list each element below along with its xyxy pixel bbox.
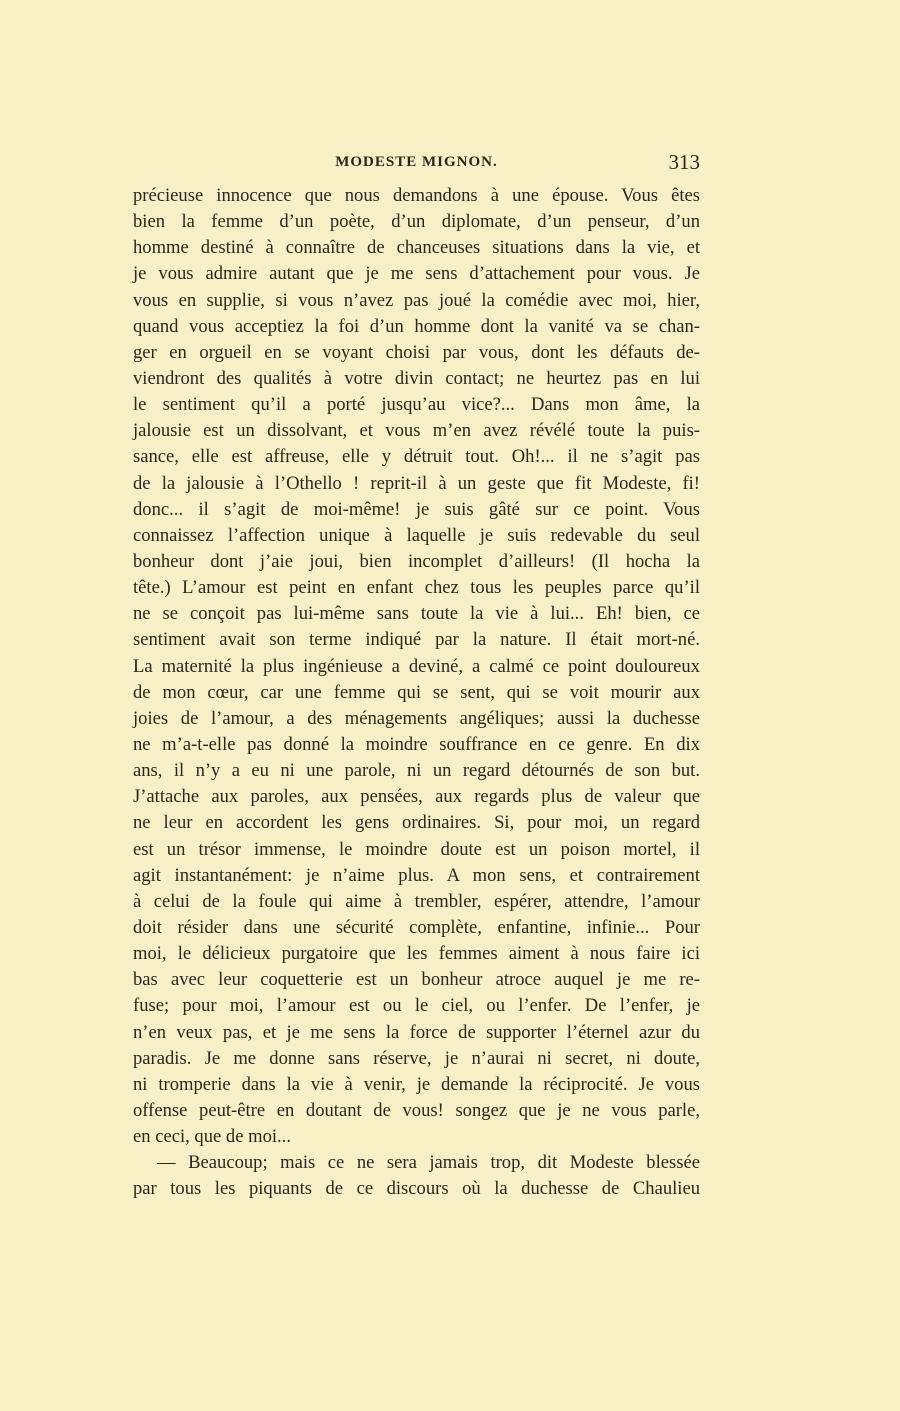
text-line: connaissez l’affection unique à laquelle je suis redevable du seul	[133, 524, 700, 546]
text-line: je vous admire autant que je me sens d’attachement pour vous. Je	[133, 263, 700, 285]
text-line: bien la femme d’un poète, d’un diplomate, d’un penseur, d’un	[133, 211, 700, 233]
text-line: J’attache aux paroles, aux pensées, aux regards plus de valeur que	[133, 786, 700, 808]
text-line: sance, elle est affreuse, elle y détruit tout. Oh!... il ne s’agit pas	[133, 446, 700, 468]
text-line: par tous les piquants de ce discours où la duchesse de Chaulieu	[133, 1178, 700, 1200]
text-line: homme destiné à connaître de chanceuses situations dans la vie, et	[133, 237, 700, 259]
text-line: ne se conçoit pas lui-même sans toute la vie à lui... Eh! bien, ce	[133, 603, 700, 625]
text-line: viendront des qualités à votre divin contact; ne heurtez pas en lui	[133, 367, 700, 389]
page-header	[133, 150, 700, 176]
text-line: ans, il n’y a eu ni une parole, ni un regard détournés de son but.	[133, 760, 700, 782]
text-line: joies de l’amour, a des ménagements angéliques; aussi la duchesse	[133, 707, 700, 729]
text-line: fuse; pour moi, l’amour est ou le ciel, ou l’enfer. De l’enfer, je	[133, 995, 700, 1017]
body-text	[133, 183, 700, 1202]
text-line: jalousie est un dissolvant, et vous m’en avez révélé toute la puis-	[133, 420, 700, 442]
text-line: La maternité la plus ingénieuse a deviné, a calmé ce point douloureux	[133, 655, 700, 677]
text-line: bonheur dont j’aie joui, bien incomplet d’ailleurs! (Il hocha la	[133, 550, 700, 572]
text-line: quand vous acceptiez la foi d’un homme dont la vanité va se chan-	[133, 315, 700, 337]
text-line: tête.) L’amour est peint en enfant chez tous les peuples parce qu’il	[133, 577, 700, 599]
text-line: de mon cœur, car une femme qui se sent, qui se voit mourir aux	[133, 681, 700, 703]
text-line: paradis. Je me donne sans réserve, je n’aurai ni secret, ni doute,	[133, 1047, 700, 1069]
text-line: bas avec leur coquetterie est un bonheur atroce auquel je me re-	[133, 969, 700, 991]
text-line: ger en orgueil en se voyant choisi par vous, dont les défauts de-	[133, 341, 700, 363]
text-line: ne leur en accordent les gens ordinaires. Si, pour moi, un regard	[133, 812, 700, 834]
text-line: agit instantanément: je n’aime plus. A mon sens, et contrairement	[133, 864, 700, 886]
text-line: moi, le délicieux purgatoire que les femmes aiment à nous faire ici	[133, 943, 700, 965]
running-title: MODESTE MIGNON.	[335, 154, 498, 170]
text-line: à celui de la foule qui aime à trembler, espérer, attendre, l’amour	[133, 890, 700, 912]
text-line: — Beaucoup; mais ce ne sera jamais trop, dit Modeste blessée	[157, 1152, 700, 1174]
text-line: ne m’a-t-elle pas donné la moindre souffrance en ce genre. En dix	[133, 733, 700, 755]
page-number: 313	[668, 150, 700, 174]
text-line: sentiment avait son terme indiqué par la nature. Il était mort-né.	[133, 629, 700, 651]
text-line: le sentiment qu’il a porté jusqu’au vice?... Dans mon âme, la	[133, 394, 700, 416]
text-line: en ceci, que de moi...	[133, 1126, 291, 1148]
text-line: est un trésor immense, le moindre doute est un poison mortel, il	[133, 838, 700, 860]
text-line: offense peut-être en doutant de vous! songez que je ne vous parle,	[133, 1099, 700, 1121]
text-line: donc... il s’agit de moi-même! je suis gâté sur ce point. Vous	[133, 498, 700, 520]
text-line: ni tromperie dans la vie à venir, je demande la réciprocité. Je vous	[133, 1073, 700, 1095]
text-line: vous en supplie, si vous n’avez pas joué la comédie avec moi, hier,	[133, 289, 700, 311]
text-line: n’en veux pas, et je me sens la force de supporter l’éternel azur du	[133, 1021, 700, 1043]
text-line: doit résider dans une sécurité complète, enfantine, infinie... Pour	[133, 916, 700, 938]
text-line: de la jalousie à l’Othello ! reprit-il à un geste que fit Modeste, fi!	[133, 472, 700, 494]
text-line: précieuse innocence que nous demandons à une épouse. Vous êtes	[133, 185, 700, 206]
